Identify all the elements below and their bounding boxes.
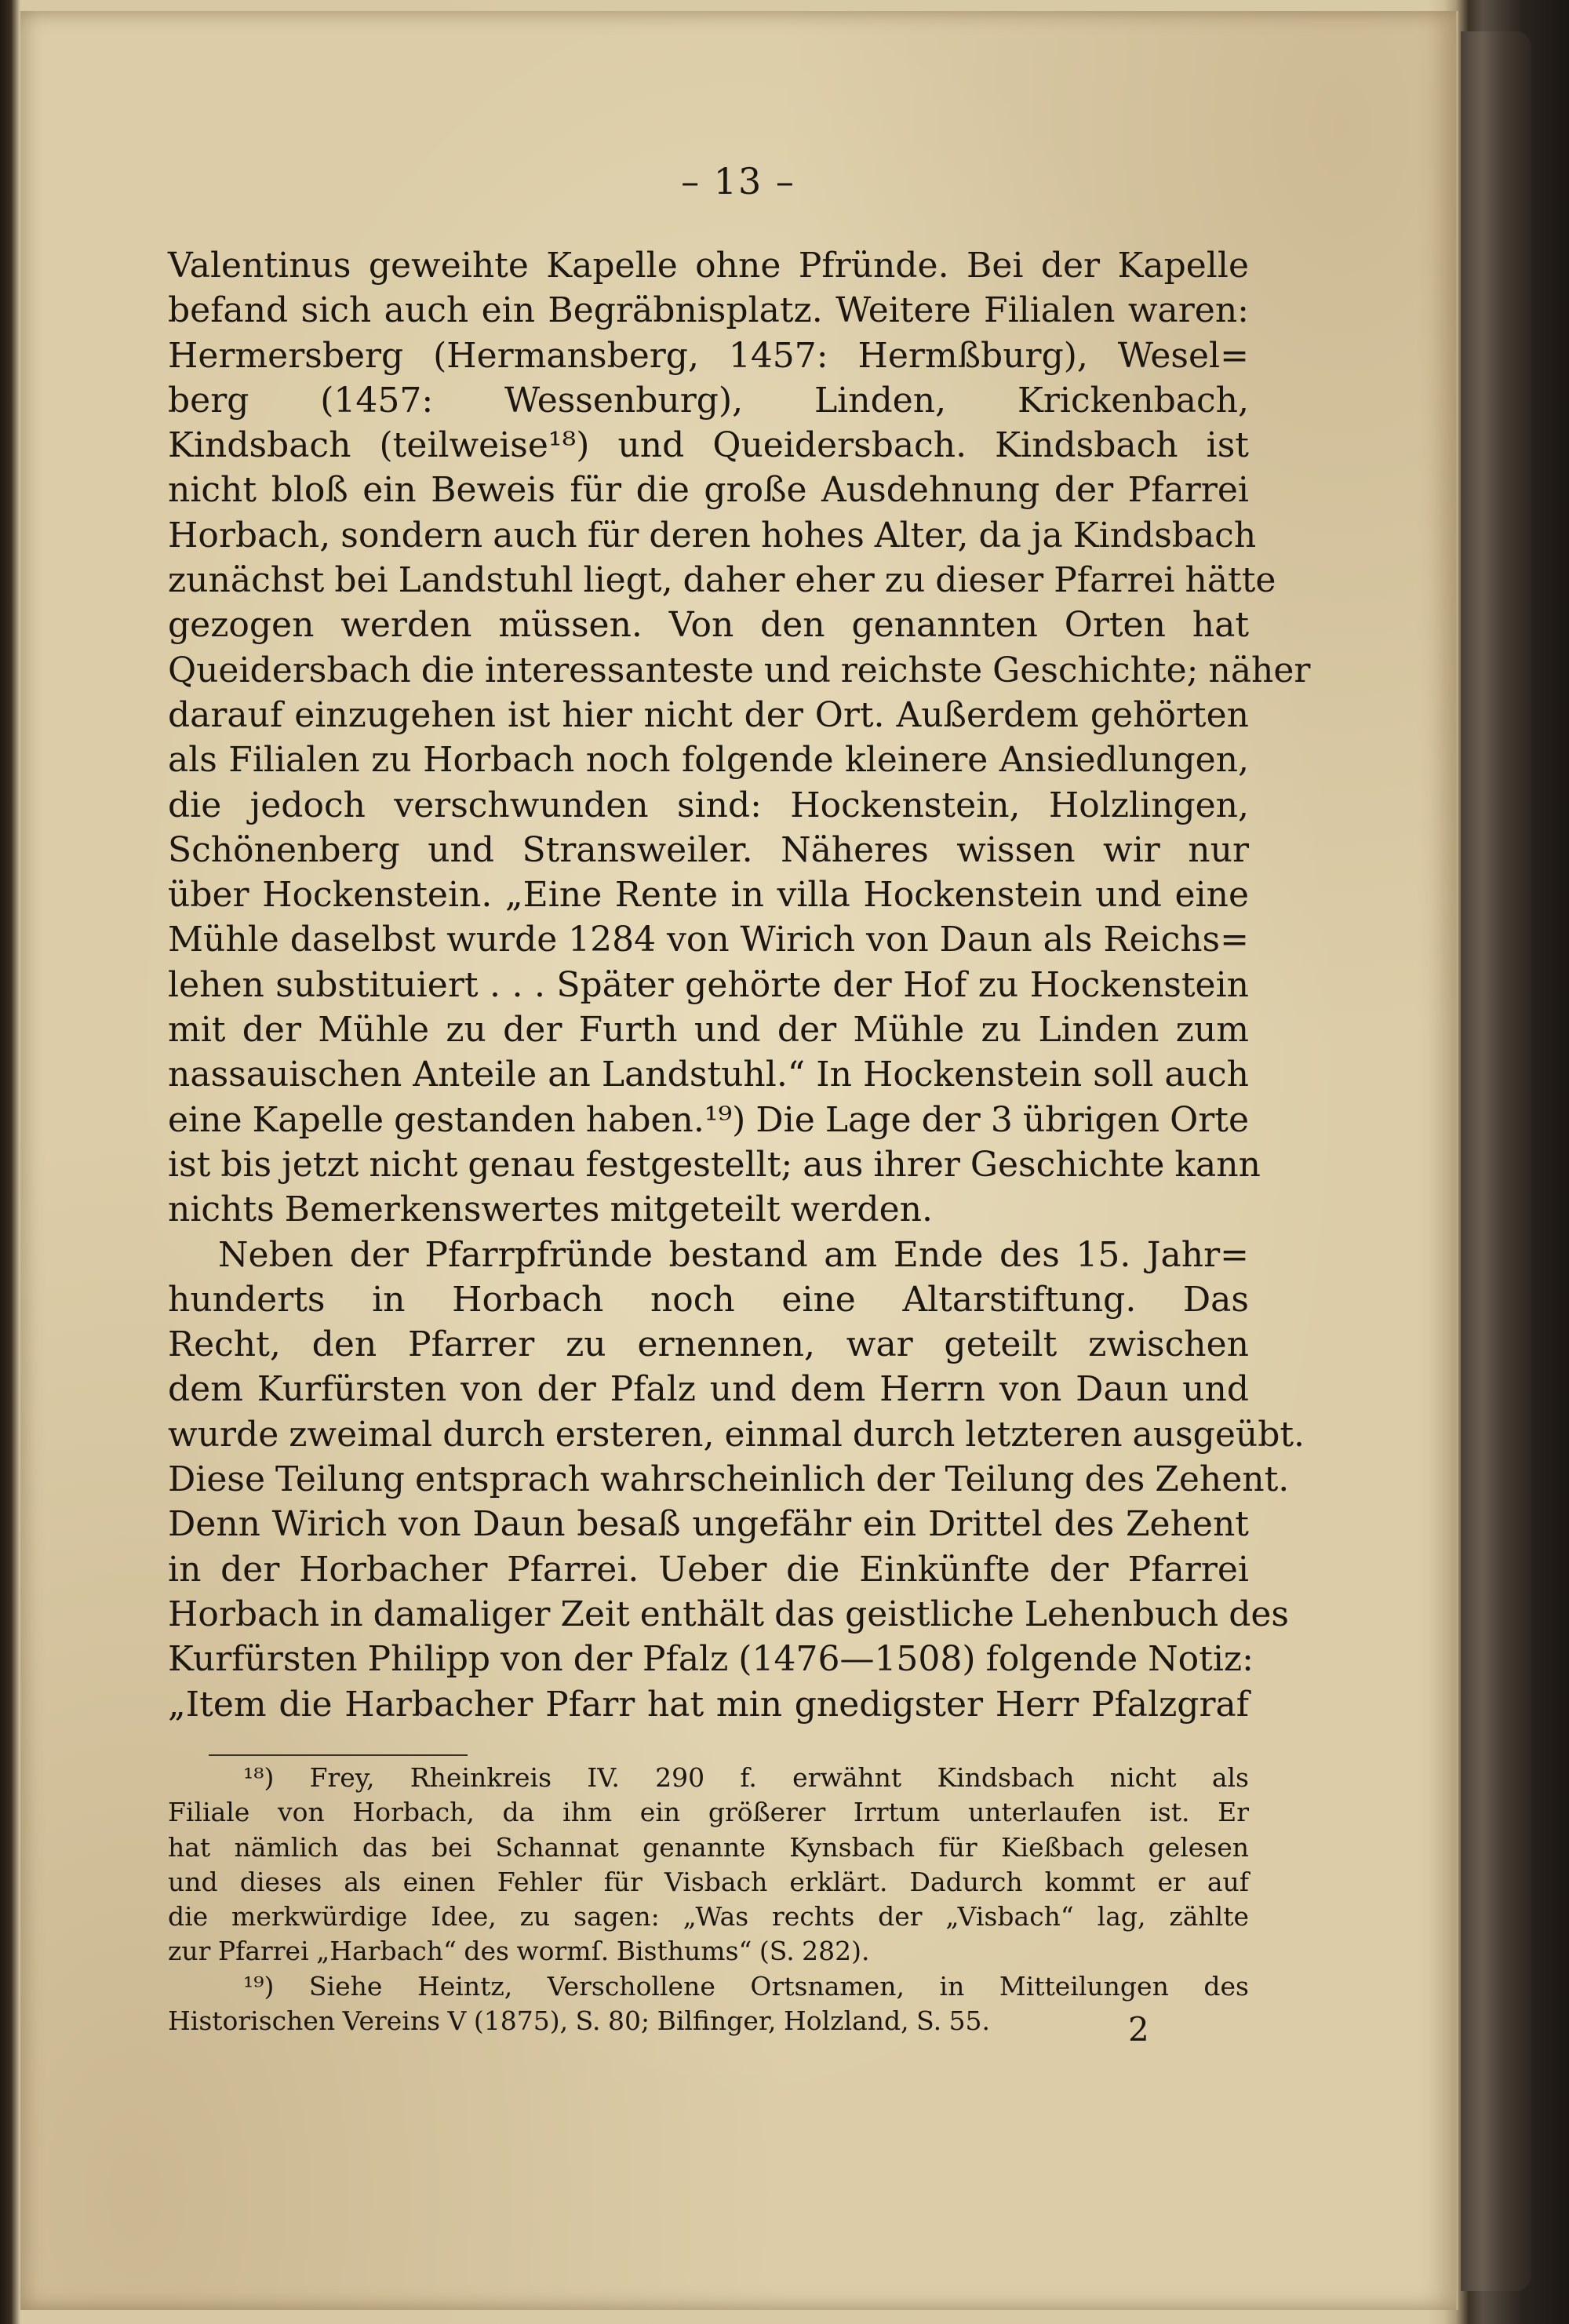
- text-line: eine Kapelle gestanden haben.¹⁹) Die Lage der 3 übrigen Orte: [168, 1099, 1249, 1140]
- footnote-line: ¹⁸) Frey, Rheinkreis IV. 290 f. erwähnt Kindsbach nicht als: [243, 1762, 1249, 1793]
- text-line: Queidersbach die interessanteste und reichste Geschichte; näher: [168, 650, 1311, 690]
- text-line: dem Kurfürsten von der Pfalz und dem Herrn von Daun und: [168, 1369, 1249, 1410]
- text-line: befand sich auch ein Begräbnisplatz. Weitere Filialen waren:: [168, 290, 1249, 331]
- signature-mark: 2: [1128, 2010, 1149, 2049]
- book-binding-edge: [1461, 31, 1531, 2291]
- text-line: zunächst bei Landstuhl liegt, daher eher zu dieser Pfarrei hätte: [168, 560, 1276, 601]
- footnote-line: ¹⁹) Siehe Heintz, Verschollene Ortsnamen, in Mitteilungen des: [243, 1970, 1249, 2002]
- footnote-line: die merkwürdige Idee, zu sagen: „Was rechts der „Visbach“ lag, zählte: [168, 1901, 1249, 1932]
- footnote-line: hat nämlich das bei Schannat genannte Kynsbach für Kießbach gelesen: [168, 1831, 1249, 1863]
- text-line: berg (1457: Wessenburg), Linden, Krickenbach,: [168, 380, 1249, 421]
- footnote-line: Historischen Vereins V (1875), S. 80; Bilfinger, Holzland, S. 55.: [168, 2005, 991, 2037]
- text-line: ist bis jetzt nicht genau festgestellt; aus ihrer Geschichte kann: [168, 1144, 1261, 1185]
- footnotes: [168, 1761, 1249, 2038]
- text-line: nichts Bemerkenswertes mitgeteilt werden.: [168, 1189, 933, 1230]
- text-line: wurde zweimal durch ersteren, einmal durch letzteren ausgeübt.: [168, 1414, 1305, 1455]
- text-line: Horbach, sondern auch für deren hohes Alter, da ja Kindsbach: [168, 515, 1257, 556]
- text-line: hunderts in Horbach noch eine Altarstiftung. Das: [168, 1279, 1249, 1320]
- text-line: Schönenberg und Stransweiler. Näheres wissen wir nur: [168, 829, 1249, 870]
- text-line: über Hockenstein. „Eine Rente in villa Hockenstein und eine: [168, 875, 1249, 916]
- text-line: Hermersberg (Hermansberg, 1457: Hermßburg), Wesel=: [168, 335, 1249, 376]
- text-line: die jedoch verschwunden sind: Hockenstein, Holzlingen,: [168, 785, 1249, 825]
- footnote-line: und dieses als einen Fehler für Visbach erklärt. Dadurch kommt er auf: [168, 1866, 1249, 1897]
- text-line: Kurfürsten Philipp von der Pfalz (1476—1508) folgende Notiz:: [168, 1639, 1254, 1680]
- text-line: Denn Wirich von Daun besaß ungefähr ein Drittel des Zehent: [168, 1504, 1249, 1545]
- text-line: darauf einzugehen ist hier nicht der Ort. Außerdem gehörten: [168, 694, 1249, 735]
- text-line: nassauischen Anteile an Landstuhl.“ In Hockenstein soll auch: [168, 1055, 1249, 1095]
- footnote-divider: [209, 1754, 468, 1756]
- text-line: in der Horbacher Pfarrei. Ueber die Einkünfte der Pfarrei: [168, 1549, 1249, 1590]
- text-line: Neben der Pfarrpfründe bestand am Ende des 15. Jahr=: [218, 1234, 1249, 1275]
- text-line: Kindsbach (teilweise¹⁸) und Queidersbach. Kindsbach ist: [168, 425, 1249, 466]
- page-number: – 13 –: [681, 160, 795, 202]
- footnote-line: Filiale von Horbach, da ihm ein größerer Irrtum unterlaufen ist. Er: [168, 1797, 1249, 1828]
- text-line: „Item die Harbacher Pfarr hat min gnedigster Herr Pfalzgraf: [168, 1684, 1249, 1725]
- text-line: lehen substituiert . . . Später gehörte der Hof zu Hockenstein: [168, 964, 1249, 1005]
- text-line: als Filialen zu Horbach noch folgende kleinere Ansiedlungen,: [168, 740, 1249, 781]
- book-page: [20, 11, 1458, 2310]
- text-line: gezogen werden müssen. Von den genannten Orten hat: [168, 605, 1249, 646]
- footnote-line: zur Pfarrei „Harbach“ des wormſ. Bisthums“ (S. 282).: [168, 1936, 870, 1967]
- text-line: Mühle daselbst wurde 1284 von Wirich von Daun als Reichs=: [168, 920, 1249, 960]
- text-line: nicht bloß ein Beweis für die große Ausdehnung der Pfarrei: [168, 470, 1249, 511]
- text-line: Recht, den Pfarrer zu ernennen, war geteilt zwischen: [168, 1324, 1249, 1365]
- text-line: Diese Teilung entsprach wahrscheinlich der Teilung des Zehent.: [168, 1459, 1290, 1500]
- body-text: [168, 243, 1311, 1727]
- text-line: Valentinus geweihte Kapelle ohne Pfründe. Bei der Kapelle: [168, 246, 1249, 286]
- text-line: Horbach in damaliger Zeit enthält das geistliche Lehenbuch des: [168, 1594, 1289, 1634]
- text-line: mit der Mühle zu der Furth und der Mühle zu Linden zum: [168, 1010, 1249, 1051]
